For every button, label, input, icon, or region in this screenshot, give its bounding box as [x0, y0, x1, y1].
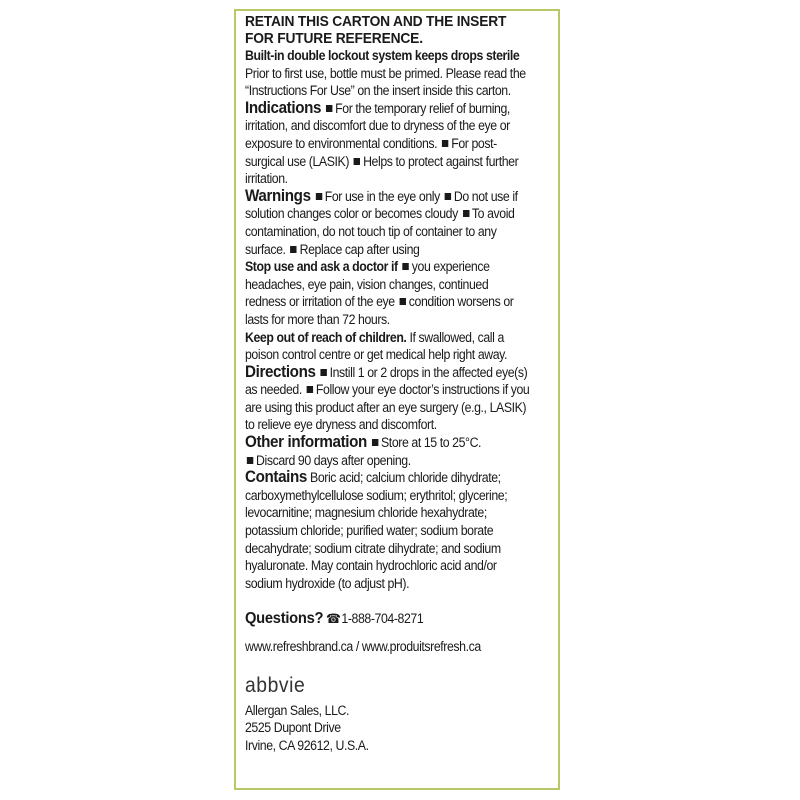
contains-section	[245, 469, 532, 592]
prime-note: Prior to first use, bottle must be primed. Please read the “Instructions For Use” on the insert inside this carton.	[245, 65, 526, 99]
bullet-square	[445, 193, 451, 200]
address-line-3: Irvine, CA 92612, U.S.A.	[245, 737, 369, 753]
address-line-1: Allergan Sales, LLC.	[245, 702, 350, 718]
other-info-item: Discard 90 days after opening.	[256, 452, 411, 468]
carton-text	[245, 13, 532, 754]
contains-heading: Contains	[245, 468, 307, 487]
direction-item: Instill 1 or 2 drops in the affected eye(s) as needed.	[245, 364, 528, 398]
bullet-square	[463, 210, 469, 217]
keep-out-text: If swallowed, call a poison control centre or get medical help right away.	[245, 329, 508, 363]
stop-use-item: you experience headaches, eye pain, vision changes, continued redness or irritation of the eye	[245, 259, 490, 310]
bullet-square	[403, 263, 409, 270]
other-info-item: Store at 15 to 25°C.	[381, 435, 482, 451]
indication-item: For post-surgical use (LASIK)	[245, 135, 497, 169]
stop-use-section	[245, 258, 532, 328]
stop-use-heading: Stop use and ask a doctor if	[245, 259, 398, 275]
indication-item: For the temporary relief of burning, irritation, and discomfort due to dryness of the eye or exposure to environmental conditions.	[245, 100, 510, 151]
warnings-heading: Warnings	[245, 186, 311, 205]
warning-item: For use in the eye only	[324, 188, 440, 204]
phone-number: 1-888-704-8271	[341, 611, 424, 627]
keep-out-section	[245, 329, 532, 364]
retain-notice: RETAIN THIS CARTON AND THE INSERT FOR FUTURE REFERENCE.	[245, 13, 507, 47]
direction-item: Follow your eye doctor’s instructions if you are using this product after an eye surgery (e.g., LASIK) to relieve eye dryness and discomfort.	[245, 382, 530, 433]
indications-heading: Indications	[245, 98, 322, 117]
bullet-square	[372, 439, 378, 446]
other-info-heading: Other information	[245, 433, 367, 452]
questions-label: Questions?	[245, 610, 324, 628]
bullet-square	[316, 193, 322, 200]
ingredients-text: Boric acid; calcium chloride dihydrate; carboxymethylcellulose sodium; erythritol; glycerine; levocarnitine; magnesium chloride hexahydrate; potassium chloride; purified water; sodium borate decahydrate; sodium citrate dihydrate; and sodium hyaluronate. May contain hydrochloric acid and/or sodium hydroxide (to adjust pH).	[245, 470, 508, 591]
abbvie-logo: abbvie	[245, 673, 306, 697]
bullet-square	[354, 158, 360, 165]
warnings-section	[245, 188, 532, 258]
keep-out-heading: Keep out of reach of children.	[245, 329, 407, 345]
other-info-section	[245, 434, 532, 469]
address-line-2: 2525 Dupont Drive	[245, 720, 341, 736]
directions-heading: Directions	[245, 362, 316, 381]
bullet-square	[442, 140, 448, 147]
bullet-square	[320, 369, 326, 376]
website-links: www.refreshbrand.ca / www.produitsrefresh.ca	[245, 639, 481, 654]
warning-item: To avoid contamination, do not touch tip of container to any surface.	[245, 206, 515, 257]
warning-item: Do not use if solution changes color or becomes cloudy	[245, 188, 518, 222]
bullet-square	[326, 105, 332, 112]
bullet-square	[290, 246, 296, 253]
stop-use-item: condition worsens or lasts for more than 72 hours.	[245, 294, 514, 327]
bullet-square	[400, 298, 406, 305]
warning-item: Replace cap after using	[299, 241, 420, 257]
phone-icon: ☎	[325, 611, 341, 627]
bullet-square	[247, 457, 253, 464]
questions-line	[245, 610, 532, 628]
lockout-statement: Built-in double lockout system keeps drops sterile	[245, 48, 520, 63]
directions-section	[245, 364, 532, 434]
bullet-square	[307, 386, 313, 393]
indications-section	[245, 100, 532, 188]
indication-item: Helps to protect against further irritation.	[245, 153, 519, 187]
